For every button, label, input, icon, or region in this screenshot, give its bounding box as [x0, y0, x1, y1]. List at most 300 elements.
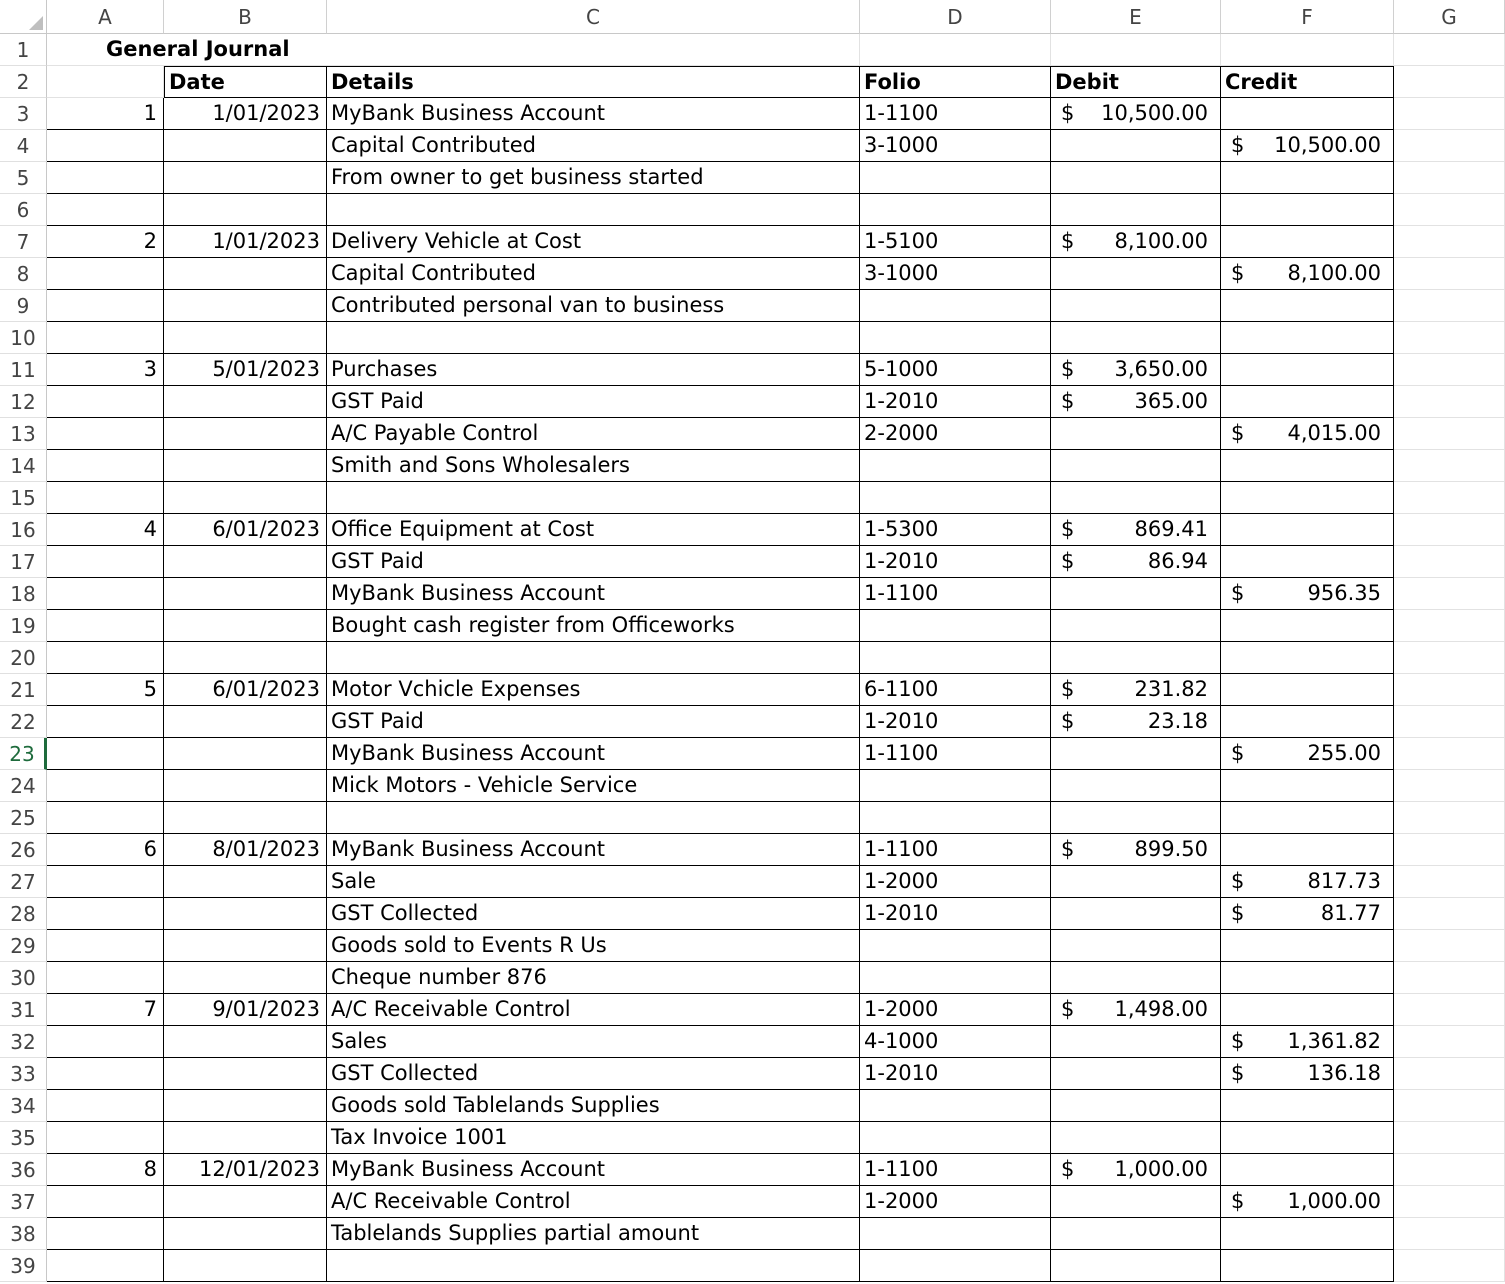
debit-cell[interactable] — [1051, 706, 1221, 738]
date-cell[interactable] — [164, 482, 327, 514]
credit-cell[interactable] — [1221, 578, 1394, 610]
folio-cell[interactable]: 1-2010 — [860, 898, 1051, 930]
entry-number-cell[interactable]: 5 — [47, 674, 164, 706]
date-cell[interactable] — [164, 130, 327, 162]
debit-cell[interactable] — [1051, 770, 1221, 802]
row-header-18[interactable]: 18 — [0, 578, 47, 610]
entry-number-cell[interactable] — [47, 258, 164, 290]
date-cell[interactable] — [164, 898, 327, 930]
credit-cell[interactable] — [1221, 130, 1394, 162]
entry-number-cell[interactable] — [47, 162, 164, 194]
empty-cell[interactable] — [1394, 866, 1505, 898]
empty-cell[interactable] — [1394, 738, 1505, 770]
debit-cell[interactable] — [1051, 674, 1221, 706]
debit-cell[interactable] — [1051, 738, 1221, 770]
row-header-4[interactable]: 4 — [0, 130, 47, 162]
debit-cell[interactable] — [1051, 290, 1221, 322]
empty-cell[interactable] — [1394, 514, 1505, 546]
credit-cell[interactable] — [1221, 98, 1394, 130]
entry-number-cell[interactable]: 7 — [47, 994, 164, 1026]
debit-cell[interactable] — [1051, 450, 1221, 482]
row-header-14[interactable]: 14 — [0, 450, 47, 482]
credit-cell[interactable] — [1221, 930, 1394, 962]
debit-cell[interactable] — [1051, 130, 1221, 162]
date-cell[interactable] — [164, 162, 327, 194]
details-cell[interactable]: GST Paid — [327, 386, 860, 418]
entry-number-cell[interactable] — [47, 418, 164, 450]
folio-cell[interactable] — [860, 770, 1051, 802]
credit-cell[interactable] — [1221, 514, 1394, 546]
row-header-34[interactable]: 34 — [0, 1090, 47, 1122]
details-cell[interactable]: Sale — [327, 866, 860, 898]
credit-cell[interactable] — [1221, 162, 1394, 194]
details-cell[interactable] — [327, 1250, 860, 1282]
entry-number-cell[interactable] — [47, 130, 164, 162]
date-cell[interactable] — [164, 770, 327, 802]
date-cell[interactable] — [164, 706, 327, 738]
details-cell[interactable]: Bought cash register from Officeworks — [327, 610, 860, 642]
debit-cell[interactable] — [1051, 610, 1221, 642]
credit-cell[interactable] — [1221, 1186, 1394, 1218]
entry-number-cell[interactable] — [47, 386, 164, 418]
date-cell[interactable] — [164, 642, 327, 674]
column-header-a[interactable]: A — [47, 0, 164, 34]
row-header-17[interactable]: 17 — [0, 546, 47, 578]
credit-cell[interactable] — [1221, 610, 1394, 642]
debit-cell[interactable] — [1051, 866, 1221, 898]
folio-cell[interactable]: 6-1100 — [860, 674, 1051, 706]
date-cell[interactable] — [164, 450, 327, 482]
date-cell[interactable]: 6/01/2023 — [164, 514, 327, 546]
row-header-32[interactable]: 32 — [0, 1026, 47, 1058]
debit-cell[interactable] — [1051, 546, 1221, 578]
folio-cell[interactable]: 2-2000 — [860, 418, 1051, 450]
empty-cell[interactable] — [1394, 1090, 1505, 1122]
entry-number-cell[interactable] — [47, 706, 164, 738]
debit-cell[interactable] — [1051, 1090, 1221, 1122]
details-cell[interactable]: Purchases — [327, 354, 860, 386]
credit-cell[interactable] — [1221, 674, 1394, 706]
date-cell[interactable] — [164, 930, 327, 962]
debit-cell[interactable] — [1051, 194, 1221, 226]
row-header-35[interactable]: 35 — [0, 1122, 47, 1154]
entry-number-cell[interactable] — [47, 1122, 164, 1154]
date-cell[interactable] — [164, 962, 327, 994]
details-cell[interactable]: Tablelands Supplies partial amount — [327, 1218, 860, 1250]
date-cell[interactable] — [164, 1026, 327, 1058]
folio-cell[interactable] — [860, 1250, 1051, 1282]
credit-cell[interactable] — [1221, 962, 1394, 994]
debit-cell[interactable] — [1051, 1026, 1221, 1058]
entry-number-cell[interactable] — [47, 194, 164, 226]
cell-e1[interactable] — [1051, 34, 1221, 66]
entry-number-cell[interactable] — [47, 610, 164, 642]
column-header-d[interactable]: D — [860, 0, 1051, 34]
header-details[interactable]: Details — [327, 66, 860, 98]
row-header-31[interactable]: 31 — [0, 994, 47, 1026]
date-cell[interactable] — [164, 1090, 327, 1122]
debit-cell[interactable] — [1051, 578, 1221, 610]
entry-number-cell[interactable] — [47, 930, 164, 962]
folio-cell[interactable] — [860, 322, 1051, 354]
details-cell[interactable]: Motor Vchicle Expenses — [327, 674, 860, 706]
details-cell[interactable]: From owner to get business started — [327, 162, 860, 194]
header-date[interactable]: Date — [164, 66, 327, 98]
debit-cell[interactable] — [1051, 162, 1221, 194]
folio-cell[interactable]: 1-1100 — [860, 738, 1051, 770]
date-cell[interactable] — [164, 738, 327, 770]
entry-number-cell[interactable] — [47, 546, 164, 578]
entry-number-cell[interactable] — [47, 962, 164, 994]
debit-cell[interactable] — [1051, 1250, 1221, 1282]
details-cell[interactable]: Goods sold to Events R Us — [327, 930, 860, 962]
folio-cell[interactable] — [860, 610, 1051, 642]
row-header-16[interactable]: 16 — [0, 514, 47, 546]
folio-cell[interactable] — [860, 962, 1051, 994]
debit-cell[interactable] — [1051, 994, 1221, 1026]
entry-number-cell[interactable] — [47, 642, 164, 674]
column-header-f[interactable]: F — [1221, 0, 1394, 34]
entry-number-cell[interactable] — [47, 1218, 164, 1250]
date-cell[interactable] — [164, 866, 327, 898]
date-cell[interactable] — [164, 1218, 327, 1250]
cell-g2[interactable] — [1394, 66, 1505, 98]
date-cell[interactable] — [164, 290, 327, 322]
details-cell[interactable]: Office Equipment at Cost — [327, 514, 860, 546]
credit-cell[interactable] — [1221, 994, 1394, 1026]
header-debit[interactable]: Debit — [1051, 66, 1221, 98]
details-cell[interactable] — [327, 642, 860, 674]
details-cell[interactable]: Capital Contributed — [327, 130, 860, 162]
credit-cell[interactable] — [1221, 866, 1394, 898]
folio-cell[interactable]: 1-1100 — [860, 578, 1051, 610]
entry-number-cell[interactable] — [47, 1058, 164, 1090]
header-credit[interactable]: Credit — [1221, 66, 1394, 98]
credit-cell[interactable] — [1221, 290, 1394, 322]
select-all-corner[interactable] — [0, 0, 47, 34]
column-header-c[interactable]: C — [327, 0, 860, 34]
folio-cell[interactable]: 3-1000 — [860, 130, 1051, 162]
folio-cell[interactable]: 1-5100 — [860, 226, 1051, 258]
debit-cell[interactable] — [1051, 258, 1221, 290]
entry-number-cell[interactable] — [47, 482, 164, 514]
folio-cell[interactable]: 4-1000 — [860, 1026, 1051, 1058]
entry-number-cell[interactable] — [47, 738, 164, 770]
folio-cell[interactable] — [860, 450, 1051, 482]
date-cell[interactable] — [164, 802, 327, 834]
row-header-30[interactable]: 30 — [0, 962, 47, 994]
empty-cell[interactable] — [1394, 354, 1505, 386]
empty-cell[interactable] — [1394, 1154, 1505, 1186]
row-header-19[interactable]: 19 — [0, 610, 47, 642]
row-header-13[interactable]: 13 — [0, 418, 47, 450]
empty-cell[interactable] — [1394, 834, 1505, 866]
row-header-24[interactable]: 24 — [0, 770, 47, 802]
row-header-7[interactable]: 7 — [0, 226, 47, 258]
credit-cell[interactable] — [1221, 1090, 1394, 1122]
folio-cell[interactable] — [860, 194, 1051, 226]
empty-cell[interactable] — [1394, 578, 1505, 610]
credit-cell[interactable] — [1221, 418, 1394, 450]
date-cell[interactable] — [164, 1186, 327, 1218]
credit-cell[interactable] — [1221, 322, 1394, 354]
date-cell[interactable]: 8/01/2023 — [164, 834, 327, 866]
entry-number-cell[interactable] — [47, 1026, 164, 1058]
credit-cell[interactable] — [1221, 226, 1394, 258]
details-cell[interactable]: MyBank Business Account — [327, 1154, 860, 1186]
details-cell[interactable]: GST Paid — [327, 706, 860, 738]
debit-cell[interactable] — [1051, 802, 1221, 834]
empty-cell[interactable] — [1394, 1026, 1505, 1058]
credit-cell[interactable] — [1221, 898, 1394, 930]
row-header-26[interactable]: 26 — [0, 834, 47, 866]
credit-cell[interactable] — [1221, 482, 1394, 514]
details-cell[interactable]: Tax Invoice 1001 — [327, 1122, 860, 1154]
folio-cell[interactable] — [860, 482, 1051, 514]
entry-number-cell[interactable]: 2 — [47, 226, 164, 258]
credit-cell[interactable] — [1221, 1250, 1394, 1282]
debit-cell[interactable] — [1051, 322, 1221, 354]
empty-cell[interactable] — [1394, 258, 1505, 290]
details-cell[interactable]: MyBank Business Account — [327, 834, 860, 866]
details-cell[interactable] — [327, 482, 860, 514]
entry-number-cell[interactable]: 4 — [47, 514, 164, 546]
entry-number-cell[interactable] — [47, 802, 164, 834]
credit-cell[interactable] — [1221, 642, 1394, 674]
date-cell[interactable]: 5/01/2023 — [164, 354, 327, 386]
entry-number-cell[interactable] — [47, 866, 164, 898]
cell-c1[interactable] — [327, 34, 860, 66]
details-cell[interactable]: A/C Payable Control — [327, 418, 860, 450]
date-cell[interactable] — [164, 546, 327, 578]
row-header-38[interactable]: 38 — [0, 1218, 47, 1250]
date-cell[interactable] — [164, 194, 327, 226]
debit-cell[interactable] — [1051, 1122, 1221, 1154]
empty-cell[interactable] — [1394, 194, 1505, 226]
details-cell[interactable]: Mick Motors - Vehicle Service — [327, 770, 860, 802]
entry-number-cell[interactable] — [47, 450, 164, 482]
debit-cell[interactable] — [1051, 642, 1221, 674]
empty-cell[interactable] — [1394, 770, 1505, 802]
details-cell[interactable]: MyBank Business Account — [327, 98, 860, 130]
row-header-11[interactable]: 11 — [0, 354, 47, 386]
date-cell[interactable] — [164, 1250, 327, 1282]
details-cell[interactable]: Sales — [327, 1026, 860, 1058]
row-header-33[interactable]: 33 — [0, 1058, 47, 1090]
debit-cell[interactable] — [1051, 1218, 1221, 1250]
debit-cell[interactable] — [1051, 386, 1221, 418]
row-header-2[interactable]: 2 — [0, 66, 47, 98]
date-cell[interactable] — [164, 258, 327, 290]
row-header-10[interactable]: 10 — [0, 322, 47, 354]
details-cell[interactable]: MyBank Business Account — [327, 738, 860, 770]
empty-cell[interactable] — [1394, 386, 1505, 418]
credit-cell[interactable] — [1221, 386, 1394, 418]
row-header-37[interactable]: 37 — [0, 1186, 47, 1218]
folio-cell[interactable]: 1-2010 — [860, 386, 1051, 418]
details-cell[interactable]: A/C Receivable Control — [327, 1186, 860, 1218]
folio-cell[interactable]: 1-2010 — [860, 706, 1051, 738]
folio-cell[interactable] — [860, 642, 1051, 674]
empty-cell[interactable] — [1394, 1058, 1505, 1090]
credit-cell[interactable] — [1221, 770, 1394, 802]
row-header-6[interactable]: 6 — [0, 194, 47, 226]
debit-cell[interactable] — [1051, 482, 1221, 514]
folio-cell[interactable] — [860, 802, 1051, 834]
debit-cell[interactable] — [1051, 962, 1221, 994]
date-cell[interactable]: 9/01/2023 — [164, 994, 327, 1026]
details-cell[interactable] — [327, 194, 860, 226]
debit-cell[interactable] — [1051, 418, 1221, 450]
entry-number-cell[interactable] — [47, 898, 164, 930]
entry-number-cell[interactable]: 6 — [47, 834, 164, 866]
row-header-21[interactable]: 21 — [0, 674, 47, 706]
folio-cell[interactable] — [860, 290, 1051, 322]
empty-cell[interactable] — [1394, 610, 1505, 642]
folio-cell[interactable]: 1-1100 — [860, 1154, 1051, 1186]
empty-cell[interactable] — [1394, 98, 1505, 130]
details-cell[interactable]: Cheque number 876 — [327, 962, 860, 994]
title-cell[interactable]: General Journal — [47, 34, 327, 66]
credit-cell[interactable] — [1221, 1218, 1394, 1250]
date-cell[interactable]: 12/01/2023 — [164, 1154, 327, 1186]
column-header-b[interactable]: B — [164, 0, 327, 34]
empty-cell[interactable] — [1394, 930, 1505, 962]
credit-cell[interactable] — [1221, 354, 1394, 386]
debit-cell[interactable] — [1051, 1186, 1221, 1218]
empty-cell[interactable] — [1394, 546, 1505, 578]
date-cell[interactable] — [164, 1122, 327, 1154]
date-cell[interactable] — [164, 1058, 327, 1090]
folio-cell[interactable] — [860, 1218, 1051, 1250]
cell-f1[interactable] — [1221, 34, 1394, 66]
folio-cell[interactable]: 1-1100 — [860, 98, 1051, 130]
empty-cell[interactable] — [1394, 994, 1505, 1026]
details-cell[interactable]: GST Collected — [327, 898, 860, 930]
row-header-39[interactable]: 39 — [0, 1250, 47, 1282]
date-cell[interactable] — [164, 418, 327, 450]
debit-cell[interactable] — [1051, 898, 1221, 930]
credit-cell[interactable] — [1221, 1154, 1394, 1186]
debit-cell[interactable] — [1051, 1058, 1221, 1090]
column-header-g[interactable]: G — [1394, 0, 1505, 34]
entry-number-cell[interactable] — [47, 578, 164, 610]
entry-number-cell[interactable]: 1 — [47, 98, 164, 130]
entry-number-cell[interactable] — [47, 1250, 164, 1282]
empty-cell[interactable] — [1394, 450, 1505, 482]
credit-cell[interactable] — [1221, 1026, 1394, 1058]
folio-cell[interactable] — [860, 162, 1051, 194]
details-cell[interactable]: Capital Contributed — [327, 258, 860, 290]
debit-cell[interactable] — [1051, 226, 1221, 258]
empty-cell[interactable] — [1394, 290, 1505, 322]
row-header-8[interactable]: 8 — [0, 258, 47, 290]
debit-cell[interactable] — [1051, 98, 1221, 130]
row-header-9[interactable]: 9 — [0, 290, 47, 322]
details-cell[interactable] — [327, 322, 860, 354]
row-header-29[interactable]: 29 — [0, 930, 47, 962]
empty-cell[interactable] — [1394, 1250, 1505, 1282]
debit-cell[interactable] — [1051, 354, 1221, 386]
entry-number-cell[interactable]: 8 — [47, 1154, 164, 1186]
entry-number-cell[interactable]: 3 — [47, 354, 164, 386]
details-cell[interactable]: Smith and Sons Wholesalers — [327, 450, 860, 482]
credit-cell[interactable] — [1221, 802, 1394, 834]
entry-number-cell[interactable] — [47, 770, 164, 802]
date-cell[interactable]: 6/01/2023 — [164, 674, 327, 706]
debit-cell[interactable] — [1051, 514, 1221, 546]
folio-cell[interactable] — [860, 930, 1051, 962]
details-cell[interactable]: Delivery Vehicle at Cost — [327, 226, 860, 258]
empty-cell[interactable] — [1394, 962, 1505, 994]
folio-cell[interactable]: 1-2000 — [860, 1186, 1051, 1218]
row-header-22[interactable]: 22 — [0, 706, 47, 738]
debit-cell[interactable] — [1051, 930, 1221, 962]
details-cell[interactable]: GST Collected — [327, 1058, 860, 1090]
empty-cell[interactable] — [1394, 674, 1505, 706]
date-cell[interactable] — [164, 578, 327, 610]
folio-cell[interactable]: 1-5300 — [860, 514, 1051, 546]
folio-cell[interactable]: 1-1100 — [860, 834, 1051, 866]
empty-cell[interactable] — [1394, 642, 1505, 674]
entry-number-cell[interactable] — [47, 322, 164, 354]
row-header-28[interactable]: 28 — [0, 898, 47, 930]
empty-cell[interactable] — [1394, 482, 1505, 514]
cell-g1[interactable] — [1394, 34, 1505, 66]
cell-a2[interactable] — [47, 66, 164, 98]
details-cell[interactable]: GST Paid — [327, 546, 860, 578]
date-cell[interactable] — [164, 386, 327, 418]
credit-cell[interactable] — [1221, 706, 1394, 738]
credit-cell[interactable] — [1221, 738, 1394, 770]
folio-cell[interactable] — [860, 1090, 1051, 1122]
details-cell[interactable]: Contributed personal van to business — [327, 290, 860, 322]
row-header-3[interactable]: 3 — [0, 98, 47, 130]
folio-cell[interactable] — [860, 1122, 1051, 1154]
date-cell[interactable]: 1/01/2023 — [164, 226, 327, 258]
date-cell[interactable] — [164, 610, 327, 642]
folio-cell[interactable]: 1-2000 — [860, 866, 1051, 898]
folio-cell[interactable]: 5-1000 — [860, 354, 1051, 386]
details-cell[interactable]: Goods sold Tablelands Supplies — [327, 1090, 860, 1122]
column-header-e[interactable]: E — [1051, 0, 1221, 34]
empty-cell[interactable] — [1394, 1218, 1505, 1250]
debit-cell[interactable] — [1051, 1154, 1221, 1186]
entry-number-cell[interactable] — [47, 1186, 164, 1218]
folio-cell[interactable]: 1-2000 — [860, 994, 1051, 1026]
credit-cell[interactable] — [1221, 1058, 1394, 1090]
cell-d1[interactable] — [860, 34, 1051, 66]
credit-cell[interactable] — [1221, 194, 1394, 226]
empty-cell[interactable] — [1394, 130, 1505, 162]
credit-cell[interactable] — [1221, 258, 1394, 290]
details-cell[interactable]: A/C Receivable Control — [327, 994, 860, 1026]
folio-cell[interactable]: 3-1000 — [860, 258, 1051, 290]
credit-cell[interactable] — [1221, 834, 1394, 866]
debit-cell[interactable] — [1051, 834, 1221, 866]
row-header-5[interactable]: 5 — [0, 162, 47, 194]
empty-cell[interactable] — [1394, 802, 1505, 834]
row-header-27[interactable]: 27 — [0, 866, 47, 898]
row-header-25[interactable]: 25 — [0, 802, 47, 834]
empty-cell[interactable] — [1394, 1122, 1505, 1154]
empty-cell[interactable] — [1394, 226, 1505, 258]
credit-cell[interactable] — [1221, 450, 1394, 482]
empty-cell[interactable] — [1394, 162, 1505, 194]
folio-cell[interactable]: 1-2010 — [860, 546, 1051, 578]
date-cell[interactable] — [164, 322, 327, 354]
row-header-20[interactable]: 20 — [0, 642, 47, 674]
